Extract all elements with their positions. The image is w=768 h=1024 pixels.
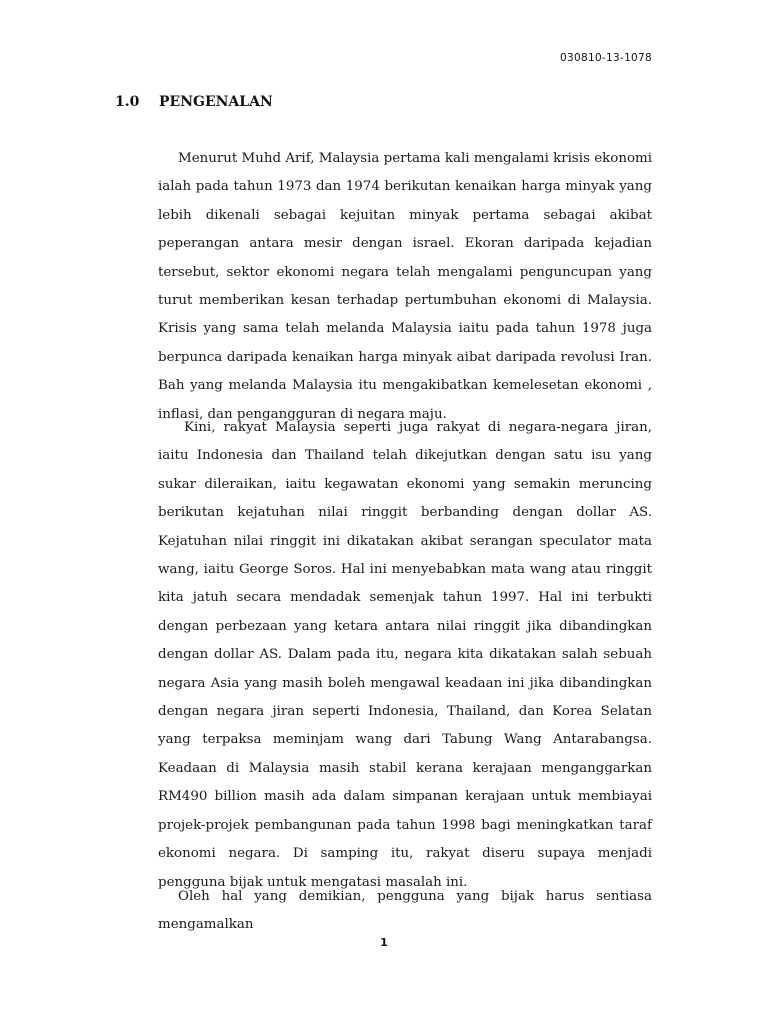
section-heading (115, 94, 273, 110)
paragraph-2: Kini, rakyat Malaysia seperti juga rakyat di negara-negara jiran, iaitu Indonesia dan Thailand telah dikejutkan dengan satu isu yang sukar dileraikan, iaitu kegawatan ekonomi yang semakin meruncing berikutan kejatuhan nilai ringgit berbanding dengan dollar AS. Kejatuhan nilai ringgit ini dikatakan akibat serangan speculator mata wang, iaitu George Soros. Hal ini menyebabkan mata wang atau ringgit kita jatuh secara mendadak semenjak tahun 1997. Hal ini terbukti dengan perbezaan yang ketara antara nilai ringgit jika dibandingkan dengan dollar AS. Dalam pada itu, negara kita dikatakan salah sebuah negara Asia yang masih boleh mengawal keadaan ini jika dibandingkan dengan negara jiran seperti Indonesia, Thailand, dan Korea Selatan yang terpaksa meminjam wang dari Tabung Wang Antarabangsa. Keadaan di Malaysia masih stabil kerana kerajaan menganggarkan RM490 billion masih ada dalam simpanan kerajaan untuk membiayai projek-projek pembangunan pada tahun 1998 bagi meningkatkan taraf ekonomi negara. Di samping itu, rakyat diseru supaya menjadi pengguna bijak untuk mengatasi masalah ini. (158, 420, 652, 890)
section-number: 1.0 (115, 94, 140, 110)
paragraph-1: Menurut Muhd Arif, Malaysia pertama kali mengalami krisis ekonomi ialah pada tahun 1973 dan 1974 berikutan kenaikan harga minyak yang lebih dikenali sebagai kejuitan minyak pertama sebagai akibat peperangan antara mesir dengan israel. Ekoran daripada kejadian tersebut, sektor ekonomi negara telah mengalami penguncupan yang turut memberikan kesan terhadap pertumbuhan ekonomi di Malaysia. Krisis yang sama telah melanda Malaysia iaitu pada tahun 1978 juga berpunca daripada kenaikan harga minyak aibat daripada revolusi Iran. Bah yang melanda Malaysia itu mengakibatkan kemelesetan ekonomi , inflasi, dan pengangguran di negara maju. (158, 151, 652, 422)
section-title: PENGENALAN (159, 94, 273, 110)
header-identifier: 030810-13-1078 (560, 52, 652, 64)
paragraph-3: Oleh hal yang demikian, pengguna yang bijak harus sentiasa mengamalkan (158, 889, 652, 933)
page-number: 1 (380, 936, 388, 949)
